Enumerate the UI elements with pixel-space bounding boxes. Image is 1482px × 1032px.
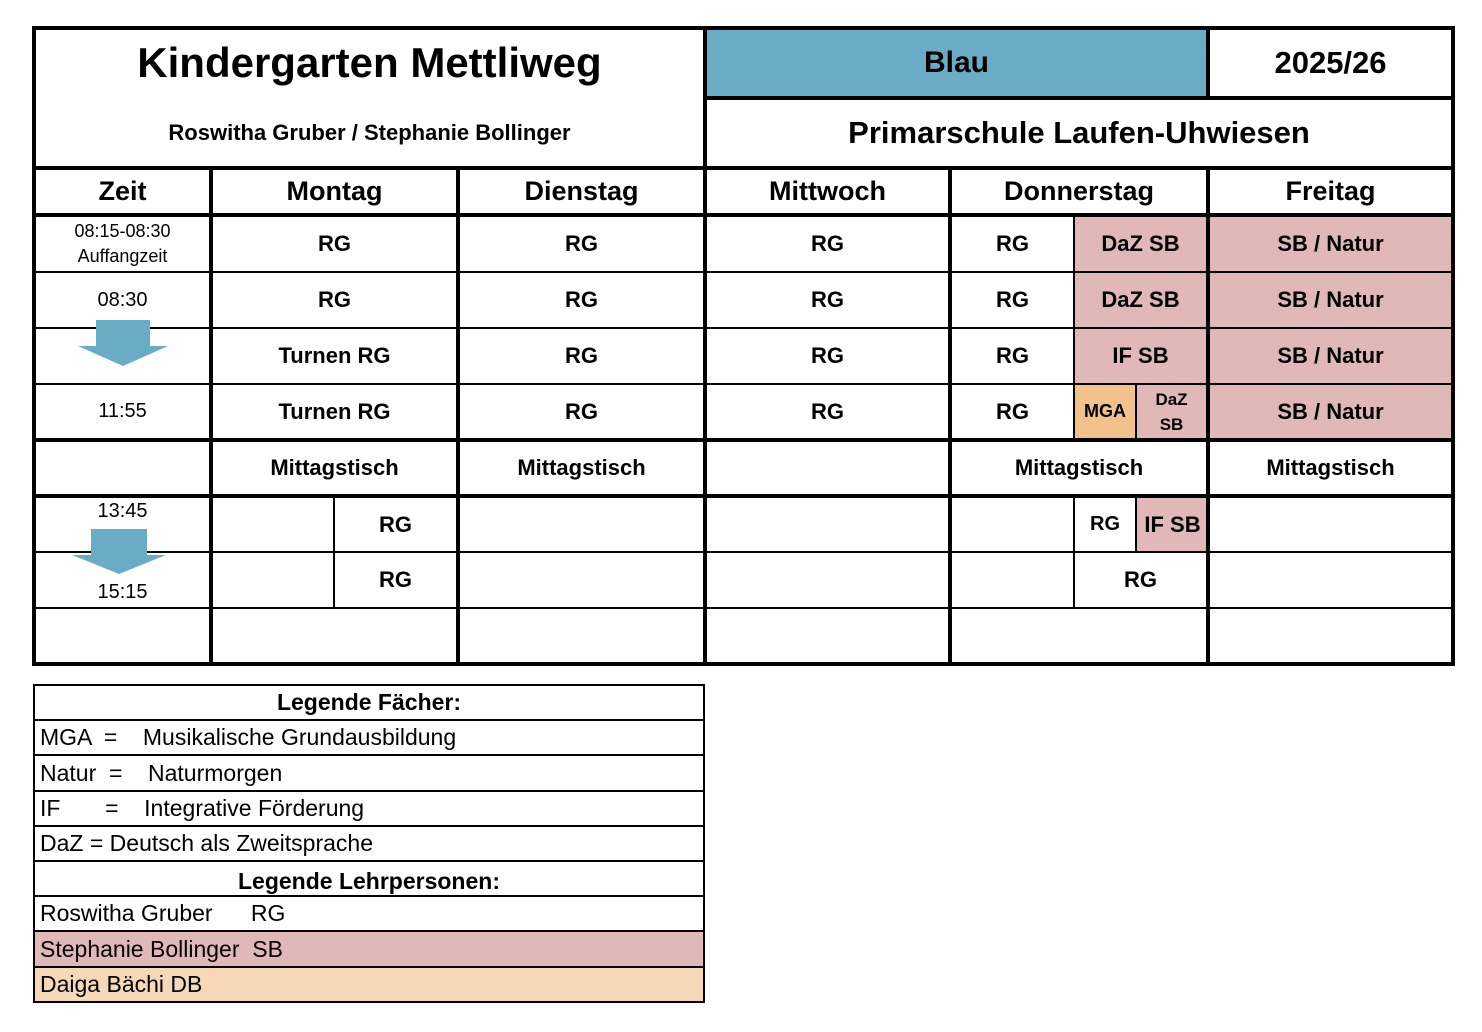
arrow-down-icon bbox=[68, 529, 170, 575]
cell-thu-7b: RG bbox=[1124, 567, 1157, 592]
cell-mon-6b: RG bbox=[379, 511, 412, 537]
school-name: Kindergarten Mettliweg bbox=[137, 39, 602, 86]
cell-thu-2b: DaZ SB bbox=[1101, 287, 1180, 312]
cell-thu-6c: IF SB bbox=[1144, 511, 1201, 537]
column-header-time: Zeit bbox=[98, 176, 147, 206]
cell-tue-1: RG bbox=[565, 231, 598, 256]
column-header-monday: Montag bbox=[286, 176, 383, 206]
class-name: Blau bbox=[923, 46, 989, 79]
cell-mon-3: Turnen RG bbox=[278, 343, 391, 368]
cell-tue-4: RG bbox=[565, 398, 598, 424]
time-label: Auffangzeit bbox=[77, 246, 168, 266]
cell-thu-3a: RG bbox=[996, 343, 1029, 368]
cell-thu-1a: RG bbox=[996, 231, 1029, 256]
cell-tue-2: RG bbox=[565, 287, 598, 312]
legend-subjects-title: Legende Fächer: bbox=[276, 689, 462, 715]
school-year: 2025/26 bbox=[1274, 45, 1387, 80]
cell-tue-3: RG bbox=[565, 343, 598, 368]
teacher-names: Roswitha Gruber / Stephanie Bollinger bbox=[168, 120, 571, 145]
cell-thu-lunch: Mittagstisch bbox=[1014, 455, 1144, 480]
cell-mon-1: RG bbox=[318, 231, 351, 256]
sb-label: SB bbox=[1159, 414, 1184, 434]
cell-thu-4-mga: MGA bbox=[1084, 401, 1126, 421]
legend-if: IF = Integrative Förderung bbox=[40, 795, 365, 821]
cell-fri-2: SB / Natur bbox=[1277, 287, 1384, 312]
cell-wed-2: RG bbox=[811, 287, 844, 312]
legend-teacher-sb: Stephanie Bollinger SB bbox=[40, 935, 283, 962]
cell-thu-4a: RG bbox=[996, 398, 1029, 424]
cell-tue-lunch: Mittagstisch bbox=[517, 455, 646, 480]
cell-thu-2a: RG bbox=[996, 287, 1029, 312]
column-header-wednesday: Mittwoch bbox=[769, 176, 886, 206]
time-slot-1 bbox=[36, 217, 209, 271]
primary-school-name: Primarschule Laufen-Uhwiesen bbox=[848, 115, 1310, 150]
column-header-friday: Freitag bbox=[1285, 176, 1376, 206]
cell-thu-4-daz bbox=[1137, 385, 1206, 438]
legend-daz: DaZ = Deutsch als Zweitsprache bbox=[40, 830, 373, 856]
arrow-down-icon bbox=[76, 320, 170, 368]
column-header-tuesday: Dienstag bbox=[524, 176, 639, 206]
daz-label: DaZ bbox=[1155, 389, 1188, 409]
cell-mon-lunch: Mittagstisch bbox=[270, 455, 399, 480]
cell-wed-4: RG bbox=[811, 398, 844, 424]
legend-natur: Natur = Naturmorgen bbox=[40, 759, 283, 786]
legend-teachers-title: Legende Lehrpersonen: bbox=[238, 867, 500, 894]
cell-mon-2: RG bbox=[318, 287, 351, 312]
legend-teacher-rg: Roswitha Gruber RG bbox=[40, 900, 286, 926]
legend-teacher-db: Daiga Bächi DB bbox=[40, 971, 203, 997]
cell-thu-6b: RG bbox=[1090, 513, 1120, 535]
cell-thu-3b: IF SB bbox=[1112, 343, 1169, 368]
cell-fri-4: SB / Natur bbox=[1277, 398, 1384, 424]
cell-fri-lunch: Mittagstisch bbox=[1266, 455, 1395, 480]
cell-mon-7b: RG bbox=[379, 567, 412, 592]
time-slot-2: 08:30 bbox=[97, 288, 148, 311]
time-range: 08:15-08:30 bbox=[74, 221, 171, 241]
cell-fri-3: SB / Natur bbox=[1277, 343, 1384, 368]
column-header-thursday: Donnerstag bbox=[1003, 176, 1155, 206]
legend-mga: MGA = Musikalische Grundausbildung bbox=[40, 724, 457, 750]
cell-fri-1: SB / Natur bbox=[1277, 231, 1384, 256]
time-slot-4: 11:55 bbox=[98, 400, 147, 422]
cell-mon-4: Turnen RG bbox=[278, 398, 391, 424]
cell-wed-3: RG bbox=[811, 343, 844, 368]
time-slot-6: 13:45 bbox=[97, 499, 148, 522]
cell-thu-1b: DaZ SB bbox=[1101, 231, 1180, 256]
cell-wed-1: RG bbox=[811, 231, 844, 256]
time-slot-7: 15:15 bbox=[97, 580, 148, 603]
